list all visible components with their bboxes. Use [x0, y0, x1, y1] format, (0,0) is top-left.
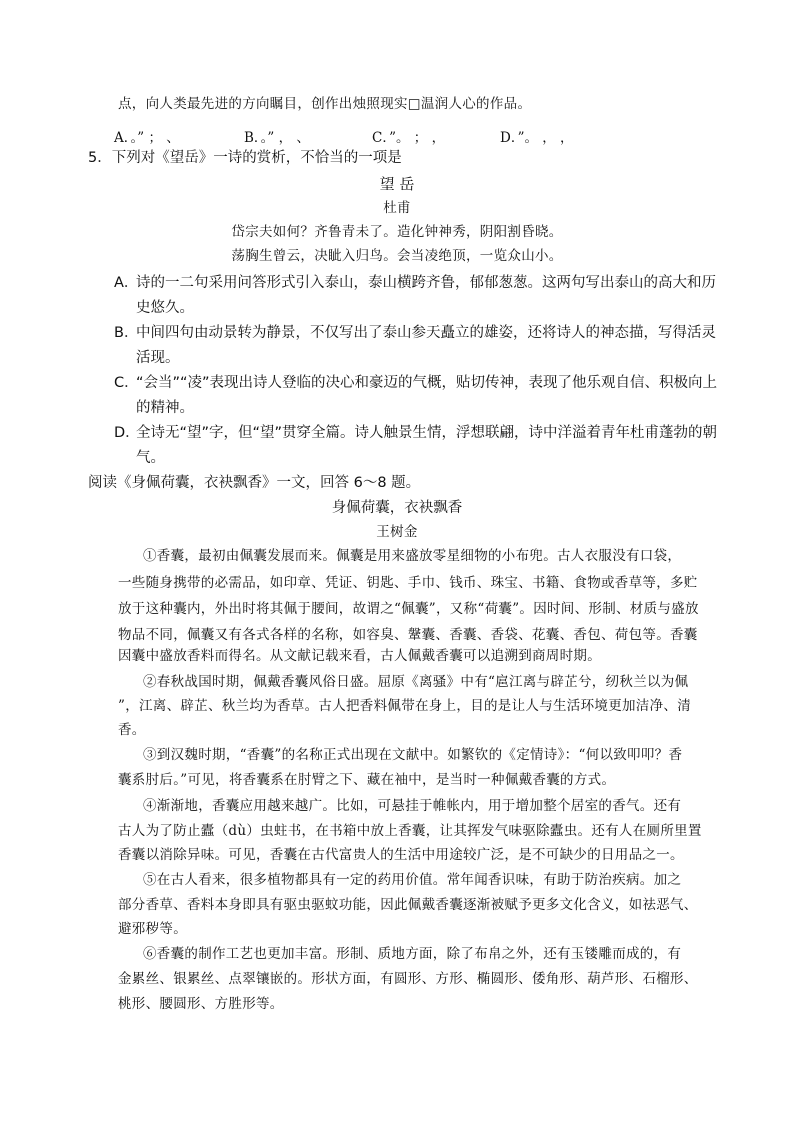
paragraph-line: 囊系肘后。”可见，将香囊系在肘臂之下、藏在袖中，是当时一种佩戴香囊的方式。 — [118, 772, 616, 788]
paragraph-line: ⑥香囊的制作工艺也更加丰富。形制、质地方面，除了布帛之外，还有玉镂雕而成的，有 — [143, 946, 682, 962]
paragraph-line: ②春秋战国时期，佩戴香囊风俗日盛。屈原《离骚》中有“扈江离与辟芷兮，纫秋兰以为佩 — [143, 674, 689, 690]
q5-option-b-label: B． — [114, 325, 139, 341]
paragraph-line: 因囊中盛放香料而得名。从文献记载来看，古人佩戴香囊可以追溯到商周时期。 — [118, 648, 601, 664]
paragraph-line: ⑤在古人看来，很多植物都具有一定的药用价值。常年闻香识味，有助于防治疾病。加之 — [143, 872, 682, 888]
q4-option-d[interactable]: D．”。 ， ， — [500, 130, 574, 146]
q5-stem: 5．下列对《望岳》一诗的赏析，不恰当的一项是 — [88, 150, 402, 166]
paragraph-line: 金累丝、银累丝、点翠镶嵌的。形状方面，有圆形、方形、椭圆形、倭角形、葫芦形、石榴形、 — [118, 971, 698, 987]
q5-option-a-text: 诗的一二句采用问答形式引入泰山，泰山横跨齐鲁，郁郁葱葱。这两句写出泰山的高大和历 — [136, 275, 716, 291]
paragraph-line: 部分香草、香料本身即具有驱虫驱蚊功能，因此佩戴香囊逐渐被赋予更多文化含义，如祛恶气、 — [118, 897, 698, 913]
poem-author: 杜甫 — [383, 200, 411, 216]
paragraph-line: ”，江离、辟芷、秋兰均为香草。古人把香料佩带在身上，目的是让人与生活环境更加洁净、清 — [118, 698, 691, 714]
q5-option-a-text-cont: 史悠久。 — [136, 300, 194, 316]
paragraph-line: 一些随身携带的必需品，如印章、凭证、钥匙、手巾、钱币、珠宝、书籍、食物或香草等，多贮 — [118, 575, 698, 591]
paragraph-line: 放于这种囊内，外出时将其佩于腰间，故谓之“佩囊”，又称“荷囊”。因时间、形制、材质与盛放 — [118, 601, 699, 617]
paragraph-line: 香。 — [118, 722, 146, 738]
q4-option-c[interactable]: C．”。 ； ， — [372, 130, 446, 146]
paragraph-line: 物品不同，佩囊又有各式各样的名称，如容臭、鞶囊、香囊、香袋、花囊、香包、荷包等。香囊 — [118, 627, 698, 643]
q4-option-b[interactable]: B．。” ， 、 — [244, 130, 310, 146]
paragraph-line: ③到汉魏时期，“香囊”的名称正式出现在文献中。如繁钦的《定情诗》：“何以致叩叩？香 — [143, 747, 683, 763]
poem-title: 望 岳 — [379, 175, 415, 193]
paragraph-line: ①香囊，最初由佩囊发展而来。佩囊是用来盛放零星细物的小布兜。古人衣服没有口袋， — [143, 548, 682, 564]
q5-option-b-text: 中间四句由动景转为静景，不仅写出了泰山参天矗立的雄姿，还将诗人的神态描，写得活灵 — [136, 325, 716, 341]
q5-option-d-label: D． — [114, 425, 140, 441]
paragraph-line: 香囊以消除异味。可见，香囊在古代富贵人的生活中用途较广泛，是不可缺少的日用品之一。 — [118, 847, 684, 863]
paragraph-line: 桃形、腰圆形、方胜形等。 — [118, 996, 284, 1012]
q5-option-c-label: C． — [114, 375, 139, 391]
q5-option-d-text-cont: 气。 — [136, 450, 165, 466]
q5-option-c-text-cont: 的精神。 — [136, 400, 194, 416]
q5-option-c-text: “会当”“凌”表现出诗人登临的决心和豪迈的气概，贴切传神，表现了他乐观自信、积极向上 — [136, 375, 718, 391]
q4-option-a[interactable]: A．。” ； 、 — [114, 130, 180, 146]
article-title: 身佩荷囊，衣袂飘香 — [331, 500, 463, 516]
q5-option-b-text-cont: 活现。 — [136, 350, 180, 366]
reading-instruction: 阅读《身佩荷囊，衣袂飘香》一文，回答 6～8 题。 — [88, 475, 421, 491]
q5-option-a-label: A． — [114, 275, 139, 291]
paragraph-line: 古人为了防止蠹（dù）虫蛀书，在书箱中放上香囊，让其挥发气味驱除蠹虫。还有人在厕所里置 — [118, 823, 702, 839]
paragraph-line: 避邪秽等。 — [118, 921, 187, 937]
poem-line-2: 荡胸生曾云，决眦入归鸟。会当凌绝顶，一览众山小。 — [231, 248, 563, 264]
article-author: 王树金 — [376, 524, 418, 540]
paragraph-line: ④渐渐地，香囊应用越来越广。比如，可悬挂于帷帐内，用于增加整个居室的香气。还有 — [143, 798, 682, 814]
q5-option-d-text: 全诗无“望”字，但“望”贯穿全篇。诗人触景生情，浮想联翩，诗中洋溢着青年杜甫蓬勃的朝 — [136, 425, 718, 441]
poem-line-1: 岱宗夫如何？齐鲁青未了。造化钟神秀，阴阳割昏晓。 — [231, 224, 563, 240]
q4-continuation: 点，向人类最先进的方向瞩目，创作出烛照现实□温润人心的作品。 — [118, 96, 532, 112]
